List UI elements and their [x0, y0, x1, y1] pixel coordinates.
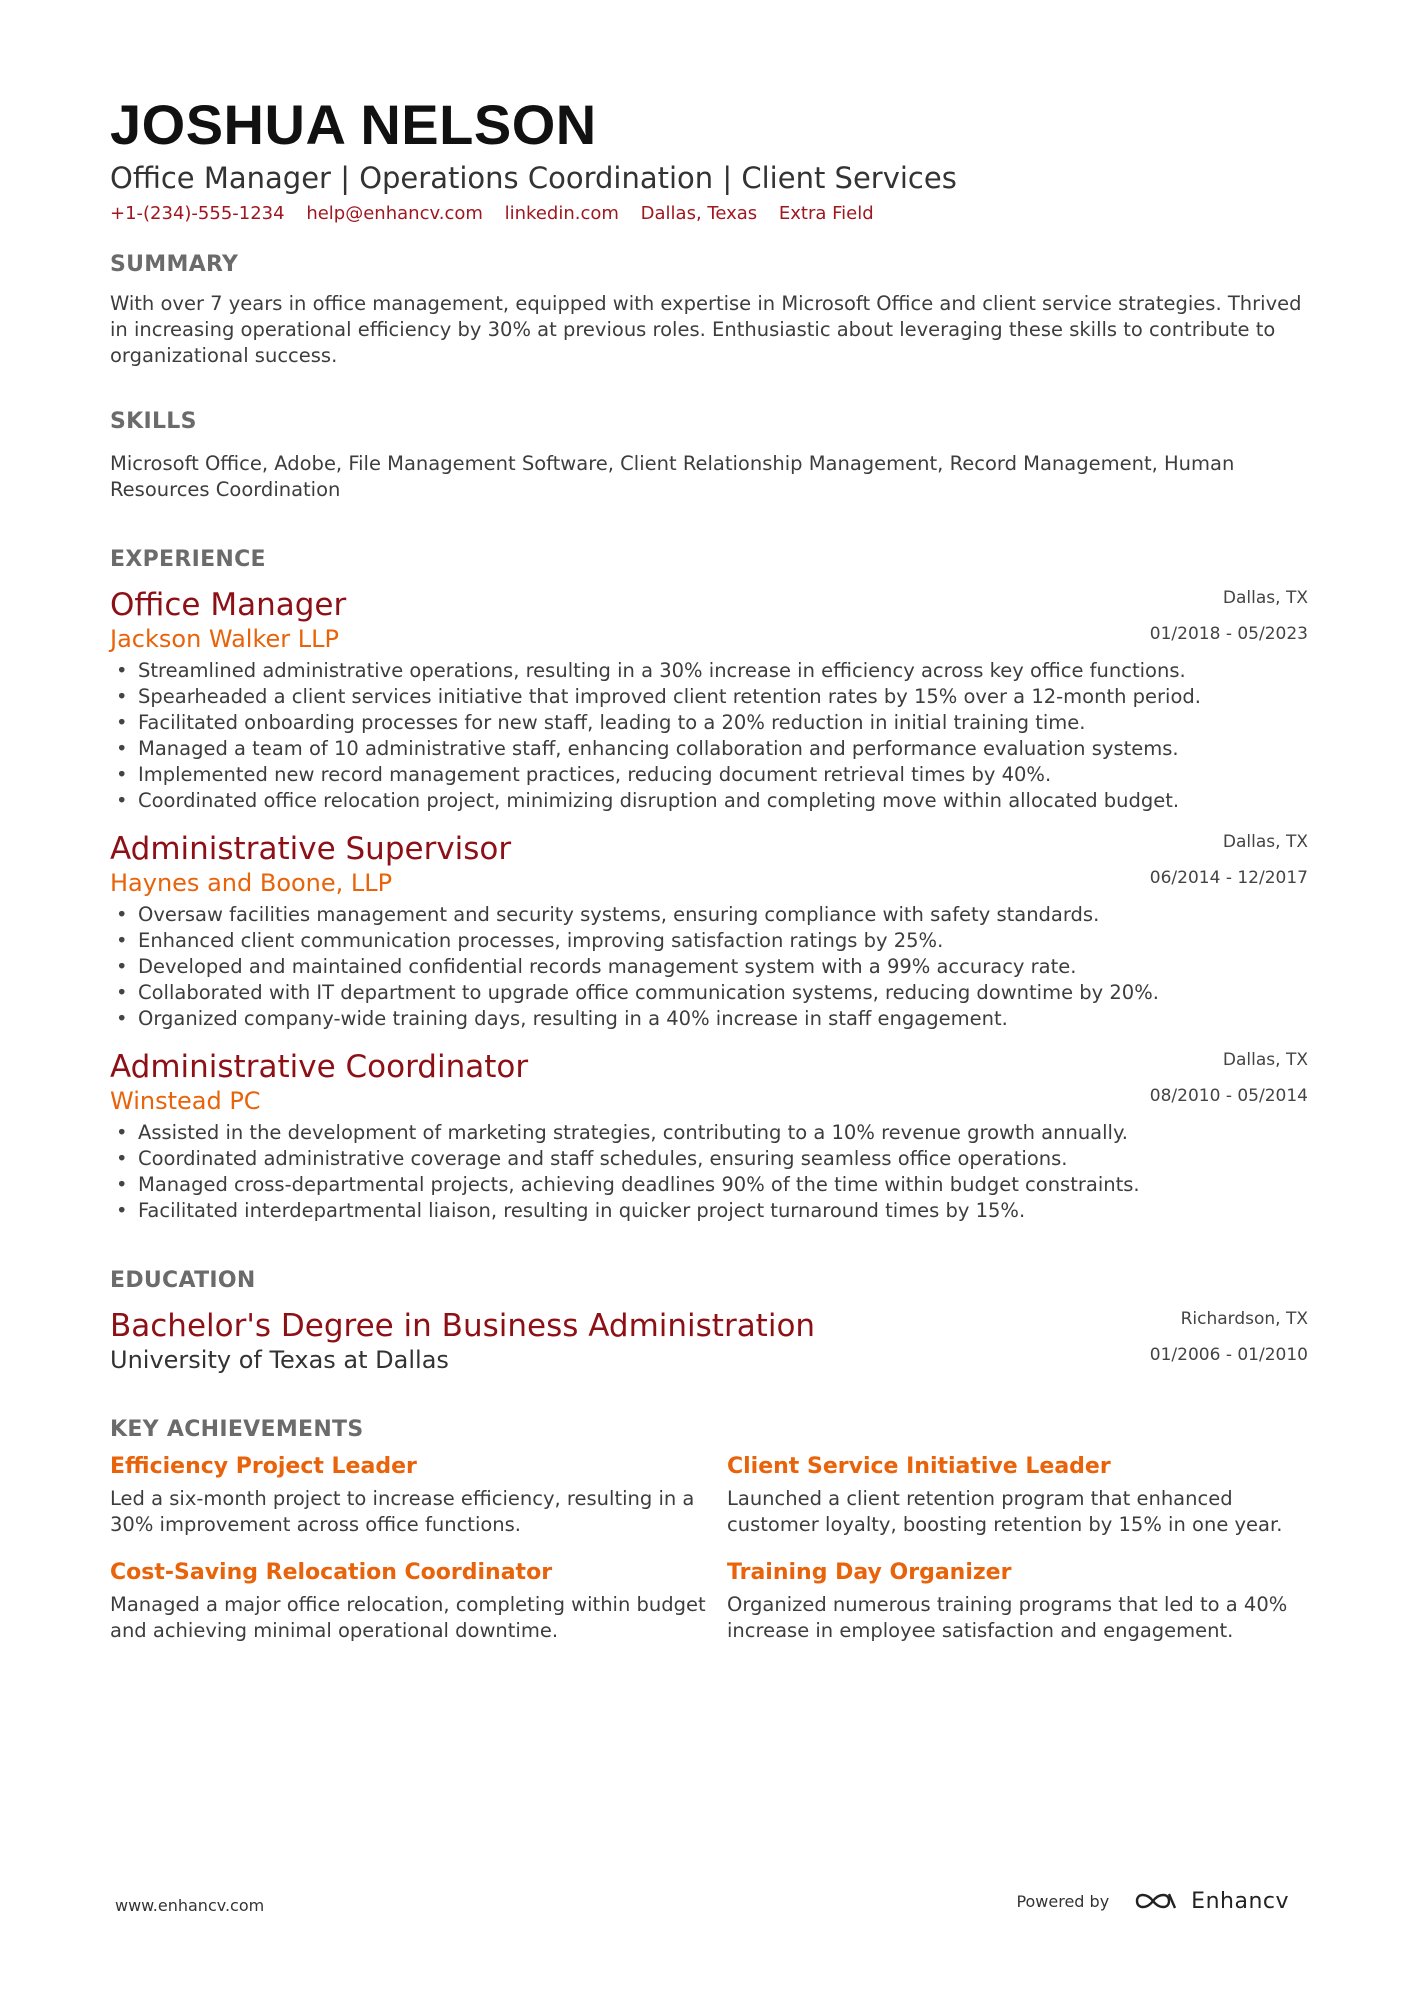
bullet-item: • Facilitated interdepartmental liaison, resulting in quicker project turnaround times by 15%.	[110, 1198, 1308, 1224]
education-section	[110, 1268, 1308, 1375]
education-degree: Bachelor's Degree in Business Administration	[110, 1308, 816, 1344]
bullet-item: • Managed a team of 10 administrative staff, enhancing collaboration and performance evaluation systems.	[110, 736, 1308, 762]
job-title: Administrative Supervisor	[110, 831, 512, 867]
achievement-item	[727, 1558, 1308, 1644]
footer-branding[interactable]	[1016, 1888, 1289, 1914]
bullet-item: • Spearheaded a client services initiative that improved client retention rates by 15% over a 12-month period.	[110, 684, 1308, 710]
skills-text: Microsoft Office, Adobe, File Management Software, Client Relationship Management, Record Management, Human Resources Coordination	[110, 452, 1235, 501]
job-location: Dallas, TX	[1222, 1050, 1308, 1070]
contact-linkedin[interactable]: linkedin.com	[504, 203, 619, 224]
job-bullets	[110, 1120, 1308, 1224]
achievement-desc: Led a six-month project to increase efficiency, resulting in a 30% improvement across office functions.	[110, 1487, 695, 1536]
summary-text: With over 7 years in office management, equipped with expertise in Microsoft Office and client service strategies. Thrived in increasing operational efficiency by 30% at previous roles. Enthusiastic about leveraging these skills to contribute to organizational success.	[110, 292, 1302, 367]
achievements-section	[110, 1417, 1308, 1644]
achievement-title: Cost-Saving Relocation Coordinator	[110, 1560, 553, 1585]
bullet-item: • Coordinated administrative coverage and staff schedules, ensuring seamless office operations.	[110, 1146, 1308, 1172]
section-title-experience: EXPERIENCE	[110, 547, 266, 572]
contact-list	[110, 202, 1308, 226]
bullet-item: • Developed and maintained confidential records management system with a 99% accuracy rate.	[110, 954, 1308, 980]
bullet-item: • Coordinated office relocation project, minimizing disruption and completing move within allocated budget.	[110, 788, 1308, 814]
bullet-item: • Organized company-wide training days, resulting in a 40% increase in staff engagement.	[110, 1006, 1308, 1032]
job-company: Winstead PC	[110, 1087, 261, 1115]
job-location: Dallas, TX	[1222, 588, 1308, 608]
job-bullets	[110, 658, 1308, 814]
bullet-item: • Enhanced client communication processes, improving satisfaction ratings by 25%.	[110, 928, 1308, 954]
job-entry	[110, 586, 1308, 814]
bullet-item: • Facilitated onboarding processes for new staff, leading to a 20% reduction in initial training time.	[110, 710, 1308, 736]
job-dates: 06/2014 - 12/2017	[1149, 868, 1308, 888]
bullet-item: • Streamlined administrative operations, resulting in a 30% increase in efficiency across key office functions.	[110, 658, 1308, 684]
job-bullets	[110, 902, 1308, 1032]
job-entry	[110, 1048, 1308, 1224]
job-dates: 01/2018 - 05/2023	[1149, 624, 1308, 644]
enhancv-brand-name: Enhancv	[1191, 1888, 1289, 1914]
achievement-item	[727, 1452, 1308, 1538]
resume-page	[110, 92, 1308, 1644]
education-location: Richardson, TX	[1180, 1309, 1308, 1329]
job-company: Haynes and Boone, LLP	[110, 869, 393, 897]
job-dates: 08/2010 - 05/2014	[1149, 1086, 1308, 1106]
achievement-desc: Organized numerous training programs that led to a 40% increase in employee satisfaction and engagement.	[727, 1593, 1288, 1642]
education-entry	[110, 1307, 1308, 1375]
job-location: Dallas, TX	[1222, 832, 1308, 852]
resume-header	[110, 92, 1308, 226]
contact-location: Dallas, Texas	[640, 203, 758, 224]
contact-phone[interactable]: +1-(234)-555-1234	[110, 203, 285, 224]
achievement-item	[110, 1452, 727, 1538]
bullet-item: • Managed cross-departmental projects, achieving deadlines 90% of the time within budget constraints.	[110, 1172, 1308, 1198]
education-dates: 01/2006 - 01/2010	[1149, 1345, 1308, 1365]
section-title-summary: SUMMARY	[110, 252, 239, 277]
achievement-title: Training Day Organizer	[727, 1560, 1012, 1585]
achievement-title: Efficiency Project Leader	[110, 1454, 417, 1479]
education-school: University of Texas at Dallas	[110, 1346, 449, 1374]
footer-website[interactable]: www.enhancv.com	[115, 1896, 265, 1915]
experience-section	[110, 547, 1308, 1224]
bullet-item: • Collaborated with IT department to upgrade office communication systems, reducing downtime by 20%.	[110, 980, 1308, 1006]
contact-extra-field: Extra Field	[778, 203, 874, 224]
job-title: Office Manager	[110, 587, 347, 623]
achievements-grid	[110, 1452, 1308, 1644]
achievement-item	[110, 1558, 727, 1644]
section-title-education: EDUCATION	[110, 1268, 256, 1293]
section-title-skills: SKILLS	[110, 409, 197, 434]
summary-section	[110, 252, 1308, 369]
achievement-desc: Launched a client retention program that enhanced customer loyalty, boosting retention by 15% in one year.	[727, 1487, 1283, 1536]
job-company: Jackson Walker LLP	[110, 625, 339, 653]
achievement-title: Client Service Initiative Leader	[727, 1454, 1111, 1479]
bullet-item: • Oversaw facilities management and security systems, ensuring compliance with safety standards.	[110, 902, 1308, 928]
bullet-item: • Implemented new record management practices, reducing document retrieval times by 40%.	[110, 762, 1308, 788]
job-title: Administrative Coordinator	[110, 1049, 529, 1085]
job-entry	[110, 830, 1308, 1032]
powered-by-label: Powered by	[1016, 1891, 1110, 1911]
headline: Office Manager | Operations Coordination | Client Services	[110, 161, 957, 195]
enhancv-logo-icon	[1133, 1888, 1179, 1914]
contact-email[interactable]: help@enhancv.com	[306, 203, 483, 224]
skills-section	[110, 409, 1308, 503]
section-title-achievements: KEY ACHIEVEMENTS	[110, 1417, 364, 1442]
candidate-name: JOSHUA NELSON	[110, 93, 597, 156]
achievement-desc: Managed a major office relocation, completing within budget and achieving minimal operational downtime.	[110, 1593, 706, 1642]
bullet-item: • Assisted in the development of marketing strategies, contributing to a 10% revenue growth annually.	[110, 1120, 1308, 1146]
